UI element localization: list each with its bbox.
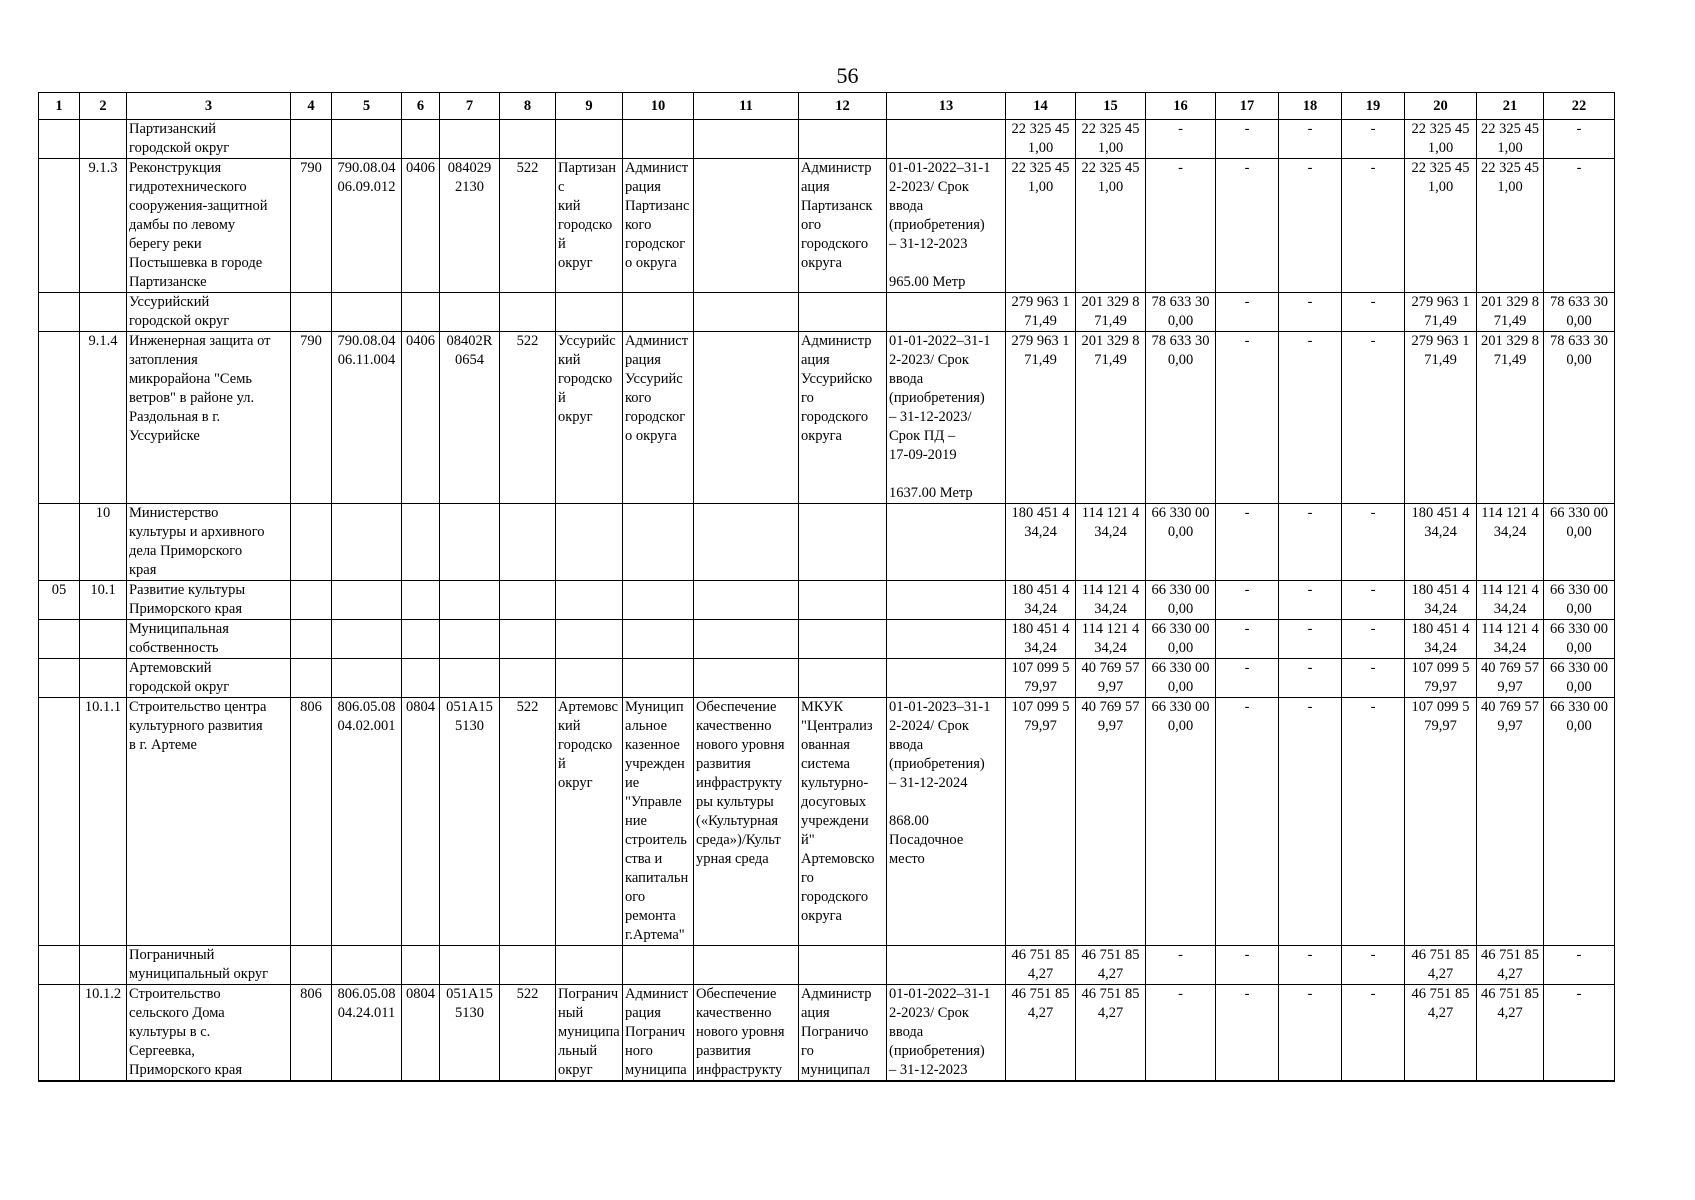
table-cell <box>39 985 80 1082</box>
table-row <box>39 504 1615 581</box>
table-cell: 279 963 1 71,49 <box>1006 332 1076 504</box>
table-cell: - <box>1279 946 1342 985</box>
table-cell <box>402 620 440 659</box>
header-cell: 8 <box>500 93 556 120</box>
table-cell: - <box>1342 504 1405 581</box>
header-cell: 22 <box>1544 93 1615 120</box>
table-row <box>39 120 1615 159</box>
table-cell <box>694 159 799 293</box>
header-cell: 4 <box>291 93 332 120</box>
table-cell <box>39 659 80 698</box>
table-cell: Уссурийс кий городской округ <box>556 332 623 504</box>
table-cell: Администр ация Пограничо го муниципал <box>799 985 887 1082</box>
header-cell: 14 <box>1006 93 1076 120</box>
table-row <box>39 293 1615 332</box>
table-cell: Партизанс кий городской округ <box>556 159 623 293</box>
table-cell: 107 099 5 79,97 <box>1405 698 1477 946</box>
table-cell: 114 121 4 34,24 <box>1076 504 1146 581</box>
table-cell <box>556 659 623 698</box>
table-row <box>39 985 1615 1082</box>
table-cell: - <box>1216 946 1279 985</box>
table-cell: 522 <box>500 159 556 293</box>
table-cell: 180 451 4 34,24 <box>1006 581 1076 620</box>
table-cell <box>39 698 80 946</box>
table-cell <box>694 581 799 620</box>
header-cell: 21 <box>1477 93 1544 120</box>
table-cell: 084029 2130 <box>440 159 500 293</box>
page-number: 56 <box>836 63 859 88</box>
table-cell <box>887 659 1006 698</box>
table-cell: - <box>1279 698 1342 946</box>
table-cell: 201 329 8 71,49 <box>1076 332 1146 504</box>
table-cell: - <box>1342 159 1405 293</box>
header-cell: 15 <box>1076 93 1146 120</box>
table-cell: 051A15 5130 <box>440 698 500 946</box>
table-cell: - <box>1342 946 1405 985</box>
table-cell: 114 121 4 34,24 <box>1477 620 1544 659</box>
table-cell <box>291 120 332 159</box>
table-cell <box>694 293 799 332</box>
table-cell <box>556 620 623 659</box>
table-cell: 0406 <box>402 159 440 293</box>
table-cell: 180 451 4 34,24 <box>1006 620 1076 659</box>
table-cell <box>80 120 127 159</box>
table-cell: 66 330 00 0,00 <box>1146 620 1216 659</box>
table-cell <box>623 946 694 985</box>
table-cell: 790.08.04 06.11.004 <box>332 332 402 504</box>
table-cell: - <box>1279 659 1342 698</box>
table-cell: Министерство культуры и архивного дела Приморского края <box>127 504 291 581</box>
table-cell: 40 769 57 9,97 <box>1076 698 1146 946</box>
table-cell: - <box>1279 985 1342 1082</box>
table-cell <box>402 946 440 985</box>
table-cell: - <box>1216 293 1279 332</box>
table-cell <box>623 504 694 581</box>
table-cell: 279 963 1 71,49 <box>1006 293 1076 332</box>
table-cell <box>80 293 127 332</box>
table-cell: 78 633 30 0,00 <box>1544 332 1615 504</box>
table-cell: Обеспечение качественно нового уровня развития инфраструкту <box>694 985 799 1082</box>
table-cell <box>799 120 887 159</box>
header-cell: 2 <box>80 93 127 120</box>
header-cell: 5 <box>332 93 402 120</box>
table-cell: - <box>1279 581 1342 620</box>
table-cell: 08402R 0654 <box>440 332 500 504</box>
table-cell: Администр ация Уссурийско го городского округа <box>799 332 887 504</box>
table-cell <box>887 581 1006 620</box>
table-cell: 9.1.4 <box>80 332 127 504</box>
table-cell <box>332 620 402 659</box>
table-row <box>39 946 1615 985</box>
table-cell: Погранич ный муниципа льный округ <box>556 985 623 1082</box>
header-cell: 7 <box>440 93 500 120</box>
table-cell: 40 769 57 9,97 <box>1477 659 1544 698</box>
table-cell: 66 330 00 0,00 <box>1146 659 1216 698</box>
table-cell: - <box>1216 159 1279 293</box>
table-cell: - <box>1279 120 1342 159</box>
table-cell <box>402 659 440 698</box>
table-row <box>39 332 1615 504</box>
table-cell <box>39 293 80 332</box>
table-cell: Уссурийский городской округ <box>127 293 291 332</box>
table-cell: 66 330 00 0,00 <box>1146 581 1216 620</box>
table-cell <box>332 581 402 620</box>
table-cell: 522 <box>500 985 556 1082</box>
table-row <box>39 159 1615 293</box>
table-cell: 10 <box>80 504 127 581</box>
table-cell: - <box>1216 659 1279 698</box>
table-cell: 806.05.08 04.02.001 <box>332 698 402 946</box>
table-cell <box>291 620 332 659</box>
table-cell <box>556 504 623 581</box>
table-cell: - <box>1544 159 1615 293</box>
table-cell: 107 099 5 79,97 <box>1006 698 1076 946</box>
table-cell: 22 325 45 1,00 <box>1006 159 1076 293</box>
table-cell: 22 325 45 1,00 <box>1477 120 1544 159</box>
table-cell: - <box>1342 659 1405 698</box>
table-cell: 0804 <box>402 985 440 1082</box>
table-cell: - <box>1146 159 1216 293</box>
table-cell: Админист рация Партизанс кого городског о округа <box>623 159 694 293</box>
table-cell <box>887 620 1006 659</box>
table-cell <box>39 620 80 659</box>
table-cell: 40 769 57 9,97 <box>1076 659 1146 698</box>
table-cell <box>887 293 1006 332</box>
table-cell <box>694 504 799 581</box>
table-cell: - <box>1279 159 1342 293</box>
table-cell: 201 329 8 71,49 <box>1076 293 1146 332</box>
table-cell: Развитие культуры Приморского края <box>127 581 291 620</box>
table-cell: Артемовский городской округ <box>127 659 291 698</box>
table-cell <box>39 159 80 293</box>
table-cell: - <box>1342 985 1405 1082</box>
table-cell: 66 330 00 0,00 <box>1146 698 1216 946</box>
table-cell: 78 633 30 0,00 <box>1146 332 1216 504</box>
table-cell <box>500 504 556 581</box>
table-cell <box>556 293 623 332</box>
table-cell: 114 121 4 34,24 <box>1076 581 1146 620</box>
table-cell: 522 <box>500 698 556 946</box>
table-cell <box>500 659 556 698</box>
table-cell <box>39 504 80 581</box>
header-cell: 19 <box>1342 93 1405 120</box>
table-cell: 180 451 4 34,24 <box>1405 581 1477 620</box>
table-cell: 46 751 85 4,27 <box>1006 946 1076 985</box>
budget-table <box>38 92 1615 1082</box>
table-cell: 107 099 5 79,97 <box>1006 659 1076 698</box>
table-cell <box>332 504 402 581</box>
table-cell <box>291 504 332 581</box>
table-cell: 01-01-2022–31-1 2-2023/ Срок ввода (приобретения) – 31-12-2023 <box>887 985 1006 1082</box>
table-cell <box>887 946 1006 985</box>
table-cell: - <box>1342 620 1405 659</box>
table-cell: 01-01-2023–31-1 2-2024/ Срок ввода (приобретения) – 31-12-2024 868.00 Посадочное место <box>887 698 1006 946</box>
header-cell: 3 <box>127 93 291 120</box>
table-cell <box>799 946 887 985</box>
table-cell: - <box>1342 332 1405 504</box>
table-cell: 114 121 4 34,24 <box>1076 620 1146 659</box>
table-cell <box>332 120 402 159</box>
table-cell: - <box>1279 332 1342 504</box>
table-cell: 22 325 45 1,00 <box>1006 120 1076 159</box>
table-cell <box>694 620 799 659</box>
table-cell: - <box>1342 698 1405 946</box>
table-cell <box>500 120 556 159</box>
table-cell: 180 451 4 34,24 <box>1405 504 1477 581</box>
table-cell: 10.1 <box>80 581 127 620</box>
table-cell: 05 <box>39 581 80 620</box>
table-cell: 806.05.08 04.24.011 <box>332 985 402 1082</box>
table-cell: 180 451 4 34,24 <box>1405 620 1477 659</box>
table-cell <box>402 120 440 159</box>
table-cell: - <box>1216 620 1279 659</box>
header-cell: 16 <box>1146 93 1216 120</box>
table-cell: - <box>1342 293 1405 332</box>
table-cell <box>500 946 556 985</box>
table-cell <box>799 620 887 659</box>
table-cell: 78 633 30 0,00 <box>1544 293 1615 332</box>
table-cell <box>39 120 80 159</box>
table-cell: 10.1.1 <box>80 698 127 946</box>
table-cell: - <box>1216 985 1279 1082</box>
table-cell: 790.08.04 06.09.012 <box>332 159 402 293</box>
table-cell: 790 <box>291 332 332 504</box>
table-cell <box>799 581 887 620</box>
table-cell: 279 963 1 71,49 <box>1405 332 1477 504</box>
table-cell <box>500 581 556 620</box>
table-cell: 46 751 85 4,27 <box>1405 985 1477 1082</box>
table-cell: - <box>1279 293 1342 332</box>
table-cell <box>799 293 887 332</box>
table-cell <box>80 620 127 659</box>
header-cell: 12 <box>799 93 887 120</box>
table-cell: Артемовс кий городской округ <box>556 698 623 946</box>
table-row <box>39 620 1615 659</box>
table-cell: Обеспечение качественно нового уровня развития инфраструкту ры культуры («Культурная среда»)/Культ урная среда <box>694 698 799 946</box>
table-cell: 22 325 45 1,00 <box>1076 120 1146 159</box>
table-cell: 0804 <box>402 698 440 946</box>
table-cell: 66 330 00 0,00 <box>1544 581 1615 620</box>
table-cell: 66 330 00 0,00 <box>1146 504 1216 581</box>
table-cell: - <box>1342 120 1405 159</box>
table-cell: 66 330 00 0,00 <box>1544 620 1615 659</box>
header-cell: 1 <box>39 93 80 120</box>
table-cell: 114 121 4 34,24 <box>1477 504 1544 581</box>
table-cell: Инженерная защита от затопления микрорайона "Семь ветров" в районе ул. Раздольная в г. Уссурийске <box>127 332 291 504</box>
table-cell: - <box>1216 581 1279 620</box>
table-cell: - <box>1544 120 1615 159</box>
table-cell <box>556 581 623 620</box>
table-cell <box>623 293 694 332</box>
table-cell: 201 329 8 71,49 <box>1477 293 1544 332</box>
table-cell: 0406 <box>402 332 440 504</box>
table-cell: 66 330 00 0,00 <box>1544 659 1615 698</box>
table-cell <box>80 659 127 698</box>
table-cell <box>623 120 694 159</box>
table-cell <box>500 620 556 659</box>
table-cell: Партизанский городской округ <box>127 120 291 159</box>
table-cell: 01-01-2022–31-1 2-2023/ Срок ввода (приобретения) – 31-12-2023/ Срок ПД – 17-09-2019 1637.00 Метр <box>887 332 1006 504</box>
table-cell <box>80 946 127 985</box>
table-cell <box>623 659 694 698</box>
table-cell: - <box>1216 120 1279 159</box>
header-cell: 6 <box>402 93 440 120</box>
table-cell <box>694 946 799 985</box>
table-cell: 01-01-2022–31-1 2-2023/ Срок ввода (приобретения) – 31-12-2023 965.00 Метр <box>887 159 1006 293</box>
table-cell: - <box>1146 946 1216 985</box>
table-cell: - <box>1216 698 1279 946</box>
table-cell: 46 751 85 4,27 <box>1076 985 1146 1082</box>
table-cell: - <box>1146 120 1216 159</box>
table-cell <box>440 620 500 659</box>
table-cell: 806 <box>291 985 332 1082</box>
header-cell: 10 <box>623 93 694 120</box>
table-cell: Админист рация Уссурийс кого городског о округа <box>623 332 694 504</box>
table-cell: 180 451 4 34,24 <box>1006 504 1076 581</box>
table-cell: 22 325 45 1,00 <box>1405 159 1477 293</box>
table-cell: Муницип альное казенное учрежден ие "Управле ние строитель ства и капитальн ого ремонта г.Артема" <box>623 698 694 946</box>
table-row <box>39 581 1615 620</box>
table-cell: 40 769 57 9,97 <box>1477 698 1544 946</box>
table-cell <box>440 946 500 985</box>
header-cell: 17 <box>1216 93 1279 120</box>
table-cell <box>440 504 500 581</box>
table-cell: 790 <box>291 159 332 293</box>
table-cell <box>402 293 440 332</box>
table-cell <box>887 120 1006 159</box>
table-cell: - <box>1216 332 1279 504</box>
table-cell: Пограничный муниципальный округ <box>127 946 291 985</box>
table-cell: - <box>1279 504 1342 581</box>
table-cell: 46 751 85 4,27 <box>1006 985 1076 1082</box>
header-row <box>39 93 1615 120</box>
table-cell <box>440 581 500 620</box>
table-cell <box>39 332 80 504</box>
table-cell: - <box>1544 946 1615 985</box>
table-row <box>39 698 1615 946</box>
header-cell: 9 <box>556 93 623 120</box>
table-cell: - <box>1342 581 1405 620</box>
header-cell: 13 <box>887 93 1006 120</box>
header-cell: 11 <box>694 93 799 120</box>
header-cell: 20 <box>1405 93 1477 120</box>
table-cell <box>556 120 623 159</box>
table-cell: 051A15 5130 <box>440 985 500 1082</box>
table-cell <box>694 120 799 159</box>
table-cell: 66 330 00 0,00 <box>1544 698 1615 946</box>
table-cell <box>556 946 623 985</box>
table-cell <box>799 659 887 698</box>
table-cell <box>440 293 500 332</box>
table-cell <box>402 504 440 581</box>
table-cell <box>887 504 1006 581</box>
table-cell <box>694 659 799 698</box>
table-cell: Реконструкция гидротехнического сооружения-защитной дамбы по левому берегу реки Постышевка в городе Партизанске <box>127 159 291 293</box>
table-cell: 114 121 4 34,24 <box>1477 581 1544 620</box>
table-cell: 22 325 45 1,00 <box>1405 120 1477 159</box>
table-cell <box>694 332 799 504</box>
header-cell: 18 <box>1279 93 1342 120</box>
table-cell: 46 751 85 4,27 <box>1405 946 1477 985</box>
table-cell <box>291 293 332 332</box>
table-row <box>39 659 1615 698</box>
table-cell: 66 330 00 0,00 <box>1544 504 1615 581</box>
table-cell: 201 329 8 71,49 <box>1477 332 1544 504</box>
table-cell: Муниципальная собственность <box>127 620 291 659</box>
table-cell: 107 099 5 79,97 <box>1405 659 1477 698</box>
table-cell: 9.1.3 <box>80 159 127 293</box>
table-cell: - <box>1146 985 1216 1082</box>
table-cell: Строительство сельского Дома культуры в с. Сергеевка, Приморского края <box>127 985 291 1082</box>
table-cell <box>623 581 694 620</box>
table-cell: Админист рация Погранич ного муниципа <box>623 985 694 1082</box>
table-cell: 806 <box>291 698 332 946</box>
table-cell: 22 325 45 1,00 <box>1076 159 1146 293</box>
table-cell <box>39 946 80 985</box>
table-cell: Администр ация Партизанск ого городского округа <box>799 159 887 293</box>
table-cell <box>440 659 500 698</box>
table-cell <box>332 659 402 698</box>
table-cell <box>402 581 440 620</box>
table-cell: 279 963 1 71,49 <box>1405 293 1477 332</box>
table-cell <box>799 504 887 581</box>
table-cell <box>332 293 402 332</box>
table-cell: 46 751 85 4,27 <box>1477 985 1544 1082</box>
table-cell <box>500 293 556 332</box>
table-cell: 46 751 85 4,27 <box>1076 946 1146 985</box>
table-cell: Строительство центра культурного развития в г. Артеме <box>127 698 291 946</box>
table-cell <box>332 946 402 985</box>
table-cell <box>291 659 332 698</box>
table-cell <box>291 581 332 620</box>
table-cell: 46 751 85 4,27 <box>1477 946 1544 985</box>
table-cell: - <box>1544 985 1615 1082</box>
table-cell: 10.1.2 <box>80 985 127 1082</box>
table-cell <box>623 620 694 659</box>
table-cell: 78 633 30 0,00 <box>1146 293 1216 332</box>
table-cell: - <box>1216 504 1279 581</box>
table-cell: 522 <box>500 332 556 504</box>
table-cell <box>291 946 332 985</box>
table-cell <box>440 120 500 159</box>
table-cell: - <box>1279 620 1342 659</box>
table-cell: МКУК "Централиз ованная система культурно- досуговых учреждени й" Артемовско го городского округа <box>799 698 887 946</box>
table-cell: 22 325 45 1,00 <box>1477 159 1544 293</box>
